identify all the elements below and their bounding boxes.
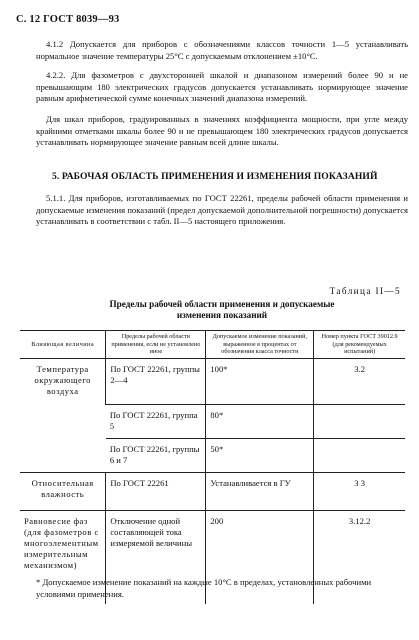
table-title <box>52 299 392 321</box>
section-title: 5. РАБОЧАЯ ОБЛАСТЬ ПРИМЕНЕНИЯ И ИЗМЕНЕНИЯ ПОКАЗАНИЙ <box>52 171 378 182</box>
cell-clause: 3.2 <box>314 358 405 404</box>
cell-factor: Равновесие фаз (для фазометров с многоэлементным измерительным механизмом) <box>20 510 106 604</box>
table-title-line: изменения показаний <box>176 310 268 320</box>
paragraph-4-1-2: 4.1.2 Допускается для приборов с обозначениями классов точности 1—5 устанавливать нормальное значение температуры 25°С с допускаемым отклонением ±10°С. <box>36 39 408 61</box>
paragraph-power-factor: Для шкал приборов, градуированных в значениях коэффициента мощности, при угле между крайними отметками шкалы более 90 и не превышающем 180 электрических градусов допускается устанавливать нормирующее значение равным всей длине шкалы. <box>36 114 408 148</box>
header-range: Пределы рабочей области применения, если не установлено иное <box>106 331 206 359</box>
cell-factor: Температура окружающего воздуха <box>34 363 91 396</box>
data-table <box>20 330 405 604</box>
cell-range: По ГОСТ 22261, группы 6 и 7 <box>106 438 206 472</box>
cell-change: 50* <box>206 438 314 472</box>
table-row <box>20 472 405 510</box>
table-row <box>20 358 405 404</box>
table-label: Таблица II—5 <box>329 286 401 296</box>
paragraph-5-1-1: 5.1.1. Для приборов, изготавливаемых по ГОСТ 22261, пределы рабочей области применения и допускаемые изменения показаний (предел допускаемой дополнительной погрешности) допускается устанавливать в соответствии с табл. II—5 настоящего приложения. <box>36 193 408 227</box>
cell-change: 100* <box>206 358 314 404</box>
cell-range: По ГОСТ 22261 <box>106 472 206 510</box>
cell-clause <box>314 404 405 438</box>
cell-clause: 3 3 <box>314 472 405 510</box>
paragraph-4-2-2: 4.2.2. Для фазометров с двухсторонней шкалой и диапазоном измерений более 90 и не превышающим 180 электрических градусов допускается устанавливать нормирующее значение равным арифметической сумме конечных значений диапазона измерений. <box>36 70 408 104</box>
cell-range: Отключение одной составляющей тока измеряемой величины <box>106 510 206 604</box>
cell-range: По ГОСТ 22261, группы 2—4 <box>106 358 206 404</box>
cell-change: 200 <box>206 510 314 604</box>
table-title-line: Пределы рабочей области применения и допускаемые <box>109 299 335 309</box>
cell-clause: 3.12.2 <box>314 510 405 604</box>
cell-change: Устанавливается в ГУ <box>206 472 314 510</box>
header-change: Допускаемое изменение показаний, выраженное в процентах от обозначения класса точности <box>206 331 314 359</box>
table-header-row <box>20 331 405 359</box>
cell-clause <box>314 438 405 472</box>
cell-factor: Относительная влажность <box>20 472 106 510</box>
table-footnote: * Допускаемое изменение показаний на каждые 10°С в пределах, установленных рабочими условиями применения. <box>36 577 372 599</box>
cell-change: 80* <box>206 404 314 438</box>
header-factor: Влияющая величина <box>20 331 106 359</box>
header-clause: Номер пункта ГОСТ 39012.9 (для рекомендуемых испытаний) <box>314 331 405 359</box>
page-header: С. 12 ГОСТ 8039—93 <box>16 14 120 25</box>
cell-range: По ГОСТ 22261, группа 5 <box>106 404 206 438</box>
